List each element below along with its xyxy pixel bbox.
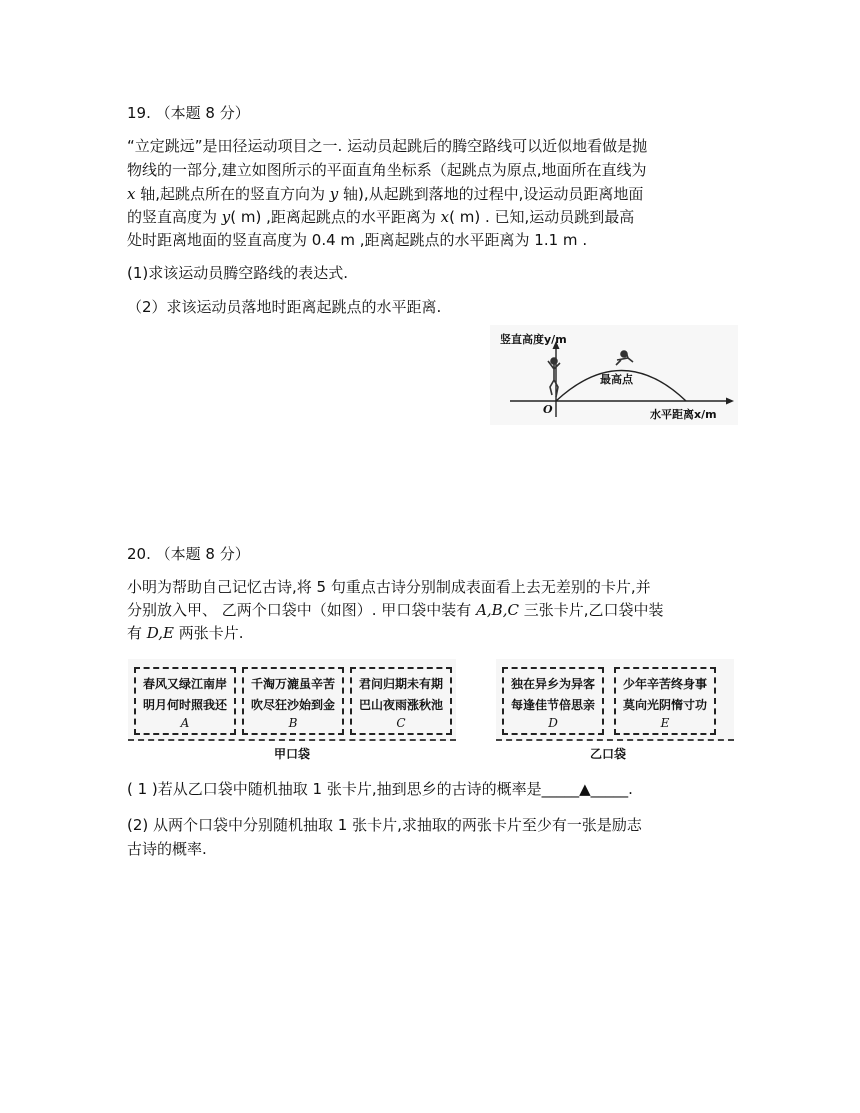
- text: 轴),从起跳到落地的过程中,设运动员距离地面: [338, 185, 644, 203]
- peak-label: 最高点: [600, 373, 633, 386]
- poem-card-c: [350, 667, 452, 735]
- var-x: x: [127, 185, 136, 203]
- q20-line1: 小明为帮助自己记忆古诗,将 5 句重点古诗分别制成表面看上去无差别的卡片,并: [127, 578, 651, 596]
- card-letters-abc: A,B,C: [476, 601, 519, 619]
- poem-card-b: [242, 667, 344, 735]
- q20-line2: [127, 599, 737, 621]
- card-letter: B: [288, 716, 298, 730]
- poem-card-a: [134, 667, 236, 735]
- q20-part2-line2: 古诗的概率.: [127, 840, 207, 858]
- card-line1: 少年辛苦终身事: [622, 677, 707, 691]
- card-line1: 千淘万漉虽辛苦: [250, 677, 335, 691]
- q19-part1: (1)求该运动员腾空路线的表达式.: [127, 264, 349, 282]
- q20-part1: ( 1 )若从乙口袋中随机抽取 1 张卡片,抽到思乡的古诗的概率是_____▲_____.: [127, 780, 633, 798]
- q20-header: 20. （本题 8 分）: [127, 545, 250, 563]
- card-line2: 巴山夜雨涨秋池: [358, 698, 443, 712]
- text: 有: [127, 624, 147, 642]
- bag-jia-label: 甲口袋: [274, 747, 311, 761]
- text: 轴,起跳点所在的竖直方向为: [135, 185, 330, 203]
- card-letters-de: D,E: [146, 624, 174, 642]
- q20-part2-line1: (2) 从两个口袋中分别随机抽取 1 张卡片,求抽取的两张卡片至少有一张是励志: [127, 816, 642, 834]
- card-letter: C: [396, 716, 406, 730]
- q19-line2: 物线的一部分,建立如图所示的平面直角坐标系（起跳点为原点,地面所在直线为: [127, 161, 647, 179]
- q19-line3: [127, 183, 737, 205]
- card-line2: 吹尽狂沙始到金: [250, 698, 335, 712]
- q19-part2: （2）求该运动员落地时距离起跳点的水平距离.: [127, 298, 442, 316]
- text: 分别放入甲、 乙两个口袋中（如图）. 甲口袋中装有: [127, 601, 477, 619]
- x-axis-label: 水平距离x/m: [650, 408, 717, 421]
- q19-header: 19. （本题 8 分）: [127, 104, 250, 122]
- q19-line1: “立定跳远”是田径运动项目之一. 运动员起跳后的腾空路线可以近似地看做是抛: [127, 137, 648, 155]
- card-line2: 每逢佳节倍思亲: [510, 698, 595, 712]
- card-line2: 莫向光阴惰寸功: [622, 698, 707, 712]
- card-letter: A: [180, 716, 190, 730]
- poem-card-d: [502, 667, 604, 735]
- q19-line5: 处时距离地面的竖直高度为 0.4 m ,距离起跳点的水平距离为 1.1 m .: [127, 231, 588, 249]
- bag-yi-label: 乙口袋: [590, 747, 627, 761]
- q19-line4: [127, 206, 737, 228]
- poem-card-e: [614, 667, 716, 735]
- origin-label: O: [543, 403, 553, 416]
- card-line2: 明月何时照我还: [142, 698, 227, 712]
- var-y: y: [221, 208, 231, 226]
- text: 的竖直高度为: [127, 208, 222, 226]
- card-line1: 春风又绿江南岸: [142, 677, 227, 691]
- text: 两张卡片.: [174, 624, 244, 642]
- text: ( m) ,距离起跳点的水平距离为: [230, 208, 441, 226]
- cards-figure: [128, 655, 734, 765]
- card-letter: E: [660, 716, 670, 730]
- var-x: x: [440, 208, 450, 226]
- card-letter: D: [548, 716, 558, 730]
- var-y: y: [329, 185, 339, 203]
- y-axis-label: 竖直高度y/m: [500, 333, 567, 346]
- card-line1: 君问归期未有期: [358, 677, 443, 691]
- jump-figure: [490, 325, 738, 425]
- q20-line3: [127, 622, 737, 644]
- card-line1: 独在异乡为异客: [510, 677, 595, 691]
- text: 三张卡片,乙口袋中装: [518, 601, 664, 619]
- text: ( m) . 已知,运动员跳到最高: [449, 208, 635, 226]
